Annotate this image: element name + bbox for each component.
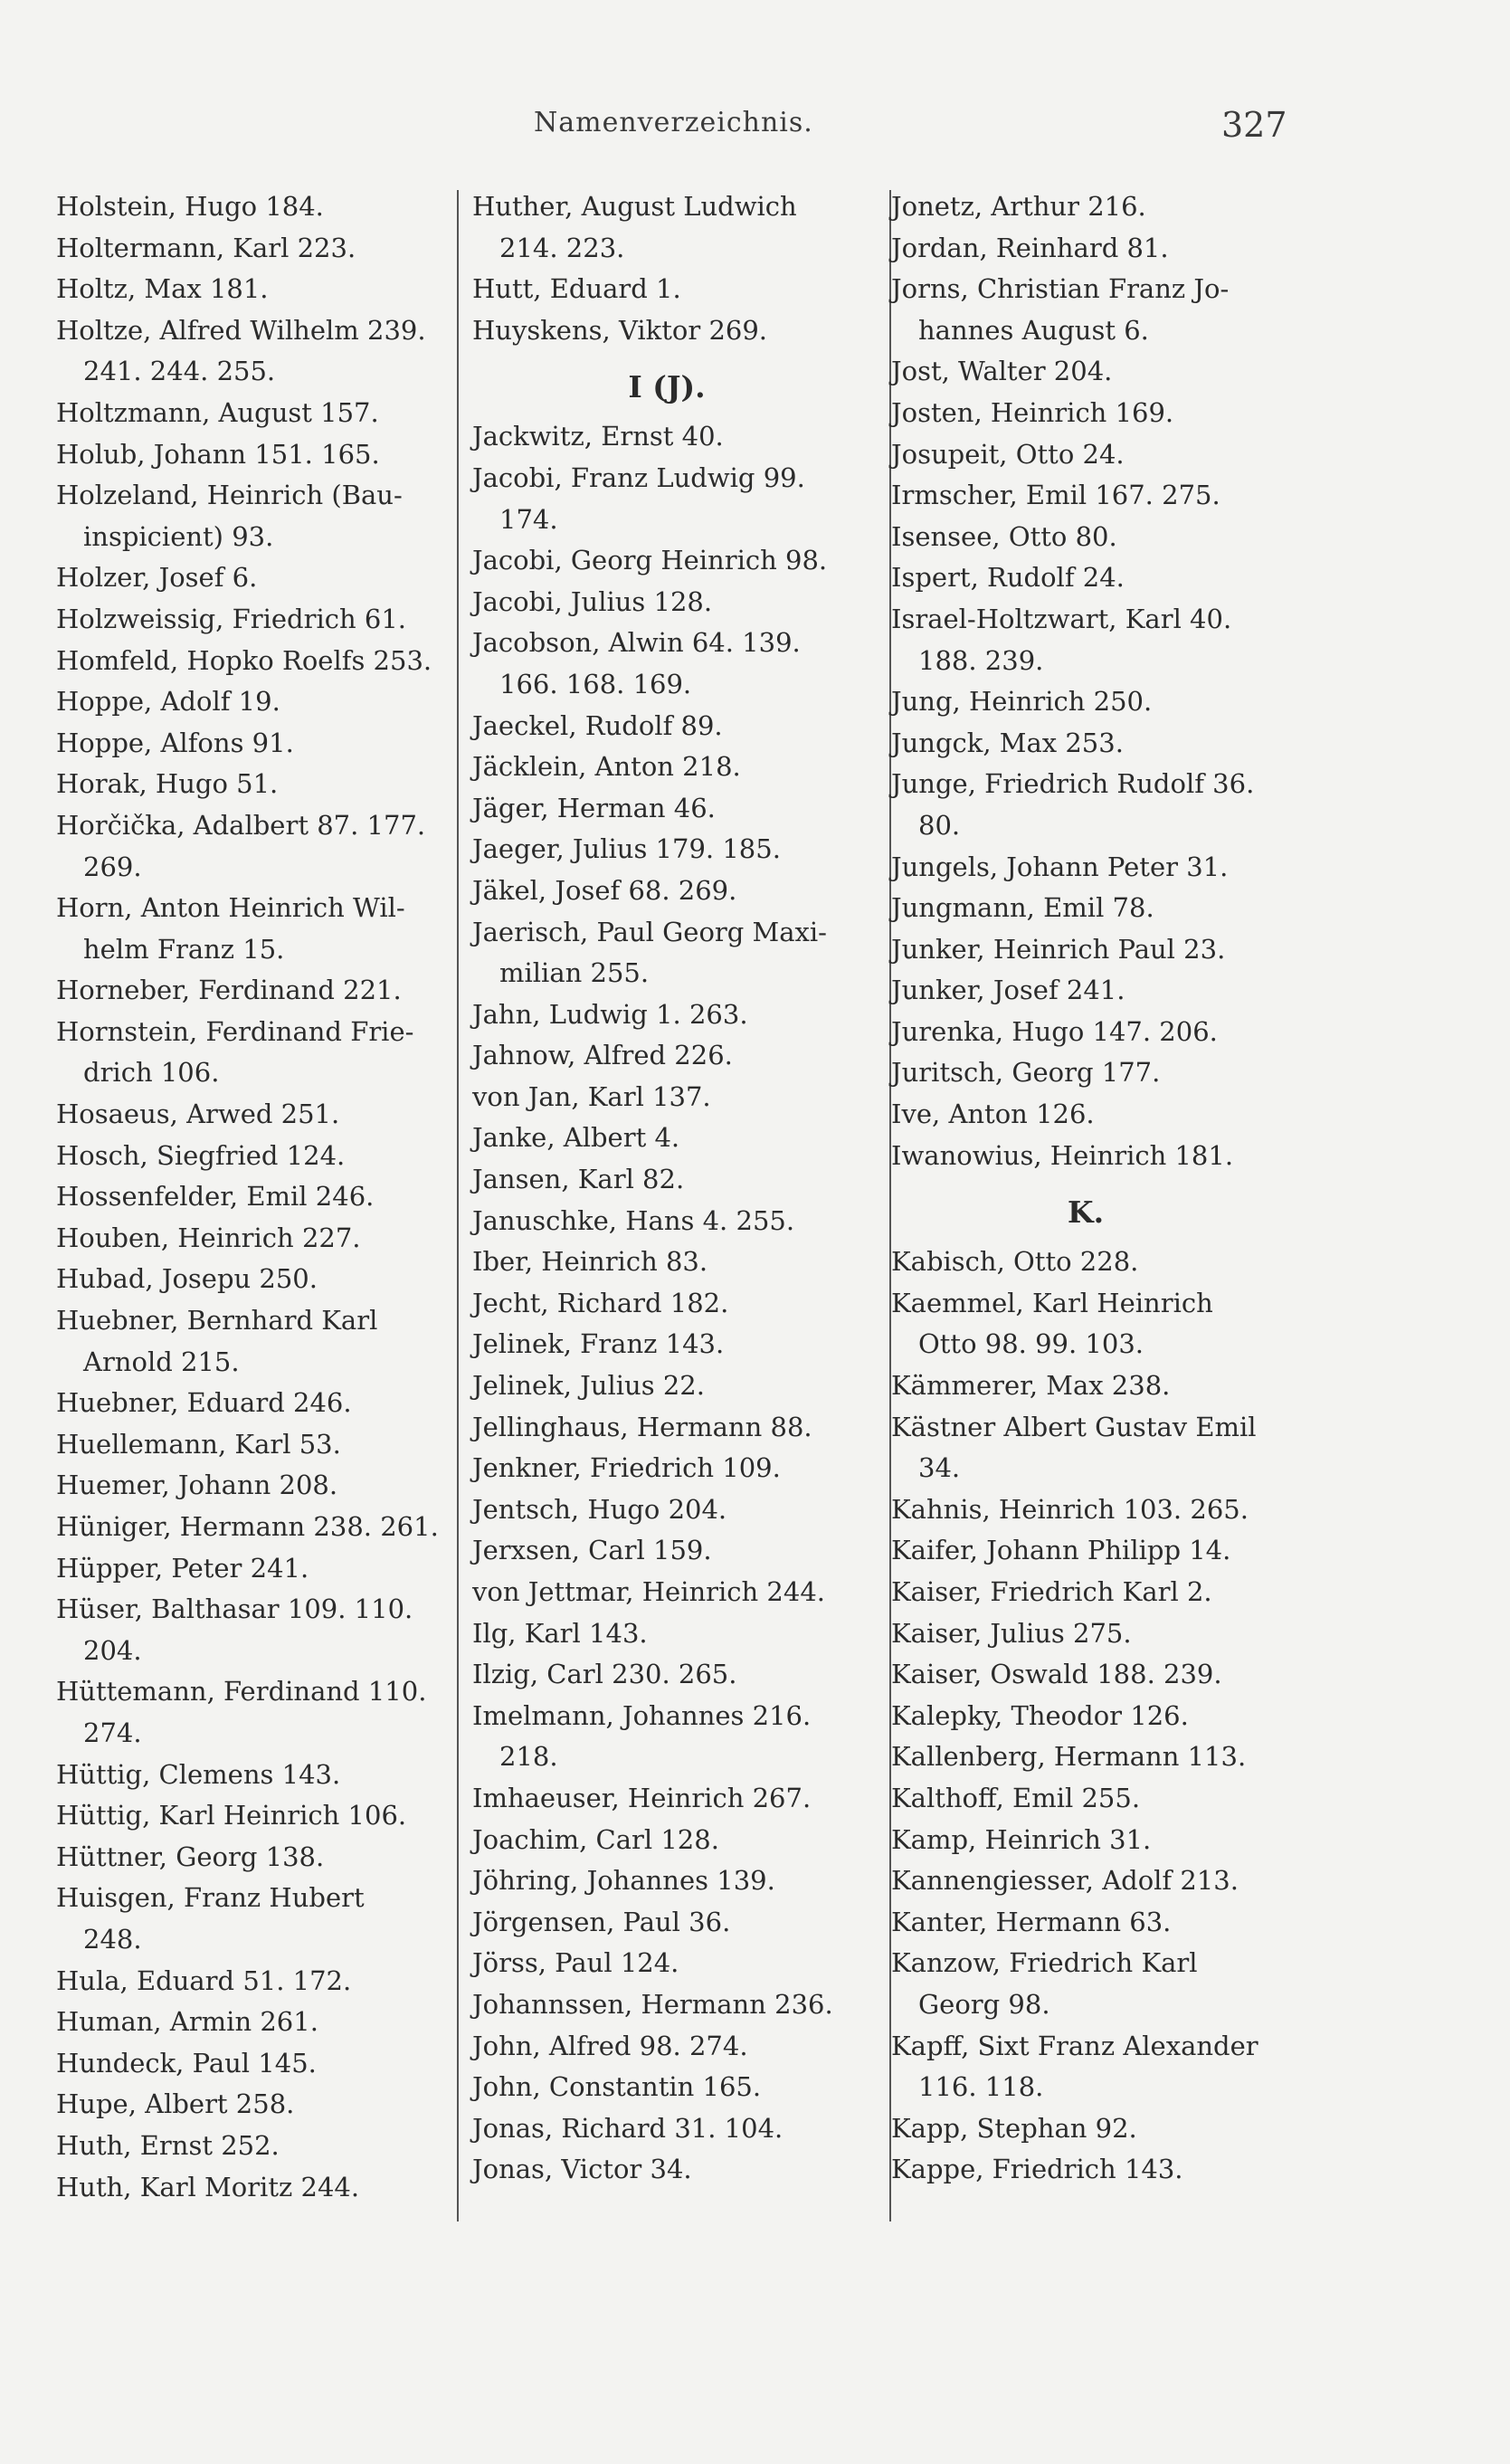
index-entry: Hoppe, Adolf 19. [56, 686, 280, 718]
index-entry: Jacobi, Julius 128. [472, 585, 713, 617]
index-entry: Houben, Heinrich 227. [56, 1222, 361, 1253]
index-entry: Jackwitz, Ernst 40. [472, 421, 724, 452]
index-entry-continuation: 269. [83, 851, 142, 882]
index-entry: Holtze, Alfred Wilhelm 239. [56, 314, 426, 346]
index-entry: Iwanowius, Heinrich 181. [891, 1139, 1234, 1171]
index-entry: Kaiser, Oswald 188. 239. [891, 1659, 1222, 1690]
index-entry: Jelinek, Franz 143. [472, 1328, 725, 1360]
index-entry: Hupe, Albert 258. [56, 2088, 295, 2120]
index-column-1 [56, 186, 445, 2208]
index-entry: Hosch, Siegfried 124. [56, 1139, 346, 1171]
index-entry: John, Constantin 165. [472, 2071, 762, 2103]
index-entry: Huyskens, Viktor 269. [472, 314, 768, 346]
index-entry: Huisgen, Franz Hubert [56, 1882, 365, 1914]
index-entry: Jenkner, Friedrich 109. [472, 1452, 781, 1484]
index-entry: Jungels, Johann Peter 31. [891, 851, 1229, 882]
index-entry: Jansen, Karl 82. [472, 1164, 685, 1195]
index-entry: Hüniger, Hermann 238. 261. [56, 1511, 439, 1542]
index-entry-continuation: drich 106. [83, 1057, 220, 1089]
index-entry: Jäger, Herman 46. [472, 792, 716, 823]
index-entry: Kanter, Hermann 63. [891, 1906, 1172, 1937]
section-heading: K. [1067, 1194, 1105, 1231]
index-entry: Holtermann, Karl 223. [56, 232, 356, 263]
index-column-2 [472, 186, 861, 2191]
index-entry: Ilg, Karl 143. [472, 1617, 648, 1649]
index-entry: Junker, Heinrich Paul 23. [891, 933, 1226, 965]
index-entry: Jungck, Max 253. [891, 727, 1124, 758]
index-entry: Irmscher, Emil 167. 275. [891, 480, 1220, 511]
index-entry: Hosaeus, Arwed 251. [56, 1099, 340, 1130]
index-entry: Jahnow, Alfred 226. [472, 1040, 733, 1071]
index-entry: Januschke, Hans 4. 255. [472, 1204, 795, 1236]
index-entry-continuation: helm Franz 15. [83, 933, 285, 965]
index-entry: Huemer, Johann 208. [56, 1470, 338, 1501]
index-entry: Jonas, Victor 34. [472, 2154, 692, 2185]
index-entry: Holub, Johann 151. 165. [56, 438, 380, 470]
index-entry: Ilzig, Carl 230. 265. [472, 1659, 737, 1690]
index-entry: Kaifer, Johann Philipp 14. [891, 1535, 1231, 1566]
page-number: 327 [1221, 105, 1287, 145]
index-entry: Huther, August Ludwich [472, 191, 797, 222]
index-entry-continuation: milian 255. [499, 957, 650, 989]
index-entry: Hüpper, Peter 241. [56, 1552, 309, 1584]
index-entry: Josupeit, Otto 24. [891, 438, 1125, 470]
index-entry: Huth, Karl Moritz 244. [56, 2171, 360, 2202]
index-entry: Kaemmel, Karl Heinrich [891, 1287, 1213, 1318]
index-entry: Jaerisch, Paul Georg Maxi- [472, 916, 827, 947]
index-entry: Isensee, Otto 80. [891, 520, 1117, 552]
index-entry: Imelmann, Johannes 216. [472, 1699, 812, 1731]
index-entry: Jaeckel, Rudolf 89. [472, 709, 723, 741]
index-entry-continuation: 116. 118. [918, 2071, 1044, 2103]
index-entry: Horčička, Adalbert 87. 177. [56, 809, 426, 841]
index-entry: Jurenka, Hugo 147. 206. [891, 1015, 1218, 1047]
index-entry: Jacobson, Alwin 64. 139. [472, 627, 801, 659]
index-entry: John, Alfred 98. 274. [472, 2030, 748, 2061]
index-entry: Jung, Heinrich 250. [891, 686, 1153, 718]
index-entry: Horneber, Ferdinand 221. [56, 975, 402, 1006]
index-entry: Imhaeuser, Heinrich 267. [472, 1782, 812, 1813]
index-entry: Jörgensen, Paul 36. [472, 1906, 731, 1937]
index-entry: Kaiser, Friedrich Karl 2. [891, 1576, 1212, 1607]
index-entry: Holtz, Max 181. [56, 273, 269, 305]
index-entry: Jost, Walter 204. [891, 356, 1113, 387]
index-entry: Horn, Anton Heinrich Wil- [56, 892, 405, 924]
index-entry: Kannengiesser, Adolf 213. [891, 1865, 1239, 1897]
index-entry: Kanzow, Friedrich Karl [891, 1947, 1198, 1979]
index-entry: Josten, Heinrich 169. [891, 396, 1174, 428]
index-entry: Kalthoff, Emil 255. [891, 1782, 1141, 1813]
index-entry: Holzweissig, Friedrich 61. [56, 603, 406, 634]
index-entry: Israel-Holtzwart, Karl 40. [891, 603, 1232, 634]
index-entry: Johannssen, Hermann 236. [472, 1988, 833, 2020]
section-heading: I (J). [628, 369, 706, 405]
index-entry: Hüttemann, Ferdinand 110. [56, 1676, 427, 1708]
index-entry: Jonetz, Arthur 216. [891, 191, 1146, 222]
index-entry-continuation: 166. 168. 169. [499, 668, 692, 699]
index-entry: Junge, Friedrich Rudolf 36. [891, 768, 1255, 800]
index-entry: von Jan, Karl 137. [472, 1080, 711, 1112]
index-entry: Horak, Hugo 51. [56, 768, 279, 800]
index-entry: Jordan, Reinhard 81. [891, 232, 1169, 263]
index-entry: Iber, Heinrich 83. [472, 1246, 708, 1278]
index-entry: Joachim, Carl 128. [472, 1823, 719, 1855]
index-column-3 [891, 186, 1280, 2191]
index-entry: Kalepky, Theodor 126. [891, 1699, 1189, 1731]
index-entry: Kämmerer, Max 238. [891, 1370, 1171, 1402]
index-entry: Junker, Josef 241. [891, 975, 1125, 1006]
index-entry: Jöhring, Johannes 139. [472, 1865, 775, 1897]
index-entry: Homfeld, Hopko Roelfs 253. [56, 644, 432, 676]
index-entry: Ive, Anton 126. [891, 1099, 1095, 1130]
index-entry: Jacobi, Georg Heinrich 98. [472, 545, 828, 576]
index-entry: Jäcklein, Anton 218. [472, 751, 741, 783]
index-entry-continuation: 274. [83, 1717, 142, 1748]
index-entry: Kappe, Friedrich 143. [891, 2154, 1183, 2185]
index-entry: Huebner, Bernhard Karl [56, 1305, 378, 1337]
column-divider [457, 190, 459, 2221]
index-entry: Kaiser, Julius 275. [891, 1617, 1132, 1649]
index-entry: Hossenfelder, Emil 246. [56, 1181, 375, 1213]
index-entry-continuation: 204. [83, 1634, 142, 1666]
index-entry: Kamp, Heinrich 31. [891, 1823, 1152, 1855]
index-entry: Jörss, Paul 124. [472, 1947, 679, 1979]
index-entry: Holstein, Hugo 184. [56, 191, 324, 222]
index-entry: Juritsch, Georg 177. [891, 1057, 1161, 1089]
index-entry: Jonas, Richard 31. 104. [472, 2112, 783, 2144]
index-entry: Huellemann, Karl 53. [56, 1428, 341, 1460]
index-entry-continuation: 174. [499, 503, 558, 535]
index-entry: Jerxsen, Carl 159. [472, 1535, 712, 1566]
index-entry: Kästner Albert Gustav Emil [891, 1411, 1257, 1442]
index-entry: Hoppe, Alfons 91. [56, 727, 294, 758]
index-entry: Hubad, Josepu 250. [56, 1263, 318, 1295]
index-entry: Hula, Eduard 51. 172. [56, 1965, 352, 1996]
index-entry: Ispert, Rudolf 24. [891, 562, 1125, 594]
index-entry: Hundeck, Paul 145. [56, 2047, 317, 2079]
index-entry: Hornstein, Ferdinand Frie- [56, 1015, 414, 1047]
index-entry-continuation: 34. [918, 1452, 961, 1484]
index-entry: Janke, Albert 4. [472, 1122, 680, 1154]
index-entry: Kapp, Stephan 92. [891, 2112, 1137, 2144]
index-entry: Holzeland, Heinrich (Bau- [56, 480, 403, 511]
index-entry: Holzer, Josef 6. [56, 562, 258, 594]
index-entry: Jentsch, Hugo 204. [472, 1493, 727, 1525]
index-entry: Jungmann, Emil 78. [891, 892, 1154, 924]
index-entry-continuation: Georg 98. [918, 1988, 1050, 2020]
index-entry-continuation: 80. [918, 809, 961, 841]
index-entry-continuation: Otto 98. 99. 103. [918, 1328, 1144, 1360]
index-entry-continuation: 248. [83, 1923, 142, 1955]
index-entry-continuation: 188. 239. [918, 644, 1044, 676]
index-entry: Huebner, Eduard 246. [56, 1387, 352, 1419]
index-entry: Human, Armin 261. [56, 2006, 318, 2038]
index-entry: von Jettmar, Heinrich 244. [472, 1576, 825, 1607]
index-entry: Jaeger, Julius 179. 185. [472, 833, 781, 865]
index-entry: Jacobi, Franz Ludwig 99. [472, 461, 805, 493]
index-entry: Jellinghaus, Hermann 88. [472, 1411, 812, 1442]
index-entry: Kapff, Sixt Franz Alexander [891, 2030, 1258, 2061]
index-entry-continuation: Arnold 215. [83, 1346, 240, 1377]
index-entry: Hutt, Eduard 1. [472, 273, 681, 305]
index-entry: Hüser, Balthasar 109. 110. [56, 1594, 413, 1625]
index-entry: Kabisch, Otto 228. [891, 1246, 1139, 1278]
index-entry-continuation: 218. [499, 1741, 558, 1773]
index-entry: Jelinek, Julius 22. [472, 1370, 705, 1402]
index-entry-continuation: 241. 244. 255. [83, 356, 276, 387]
index-entry: Hüttig, Karl Heinrich 106. [56, 1800, 407, 1831]
index-entry: Jecht, Richard 182. [472, 1287, 729, 1318]
index-entry-continuation: inspicient) 93. [83, 520, 274, 552]
index-entry-continuation: 214. 223. [499, 232, 625, 263]
index-entry: Hüttner, Georg 138. [56, 1841, 325, 1872]
index-entry: Holtzmann, August 157. [56, 396, 379, 428]
index-entry: Hüttig, Clemens 143. [56, 1758, 341, 1790]
index-entry: Jahn, Ludwig 1. 263. [472, 998, 748, 1030]
index-entry: Huth, Ernst 252. [56, 2129, 280, 2161]
index-entry: Jorns, Christian Franz Jo- [891, 273, 1230, 305]
index-entry: Jäkel, Josef 68. 269. [472, 874, 737, 906]
running-head: Namenverzeichnis. [534, 107, 813, 138]
index-entry: Kahnis, Heinrich 103. 265. [891, 1493, 1249, 1525]
index-entry: Kallenberg, Hermann 113. [891, 1741, 1247, 1773]
index-entry-continuation: hannes August 6. [918, 314, 1149, 346]
